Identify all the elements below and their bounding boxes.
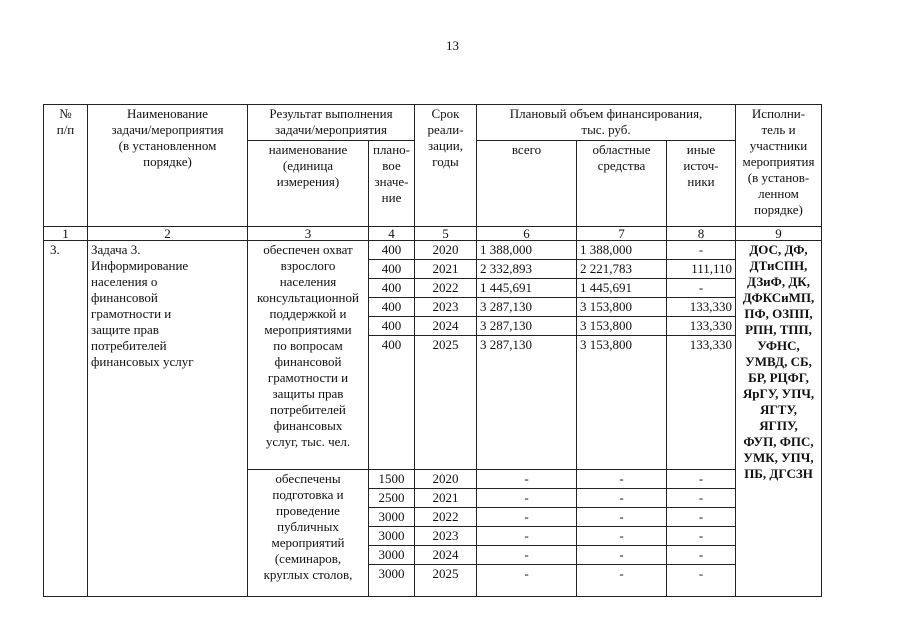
header-finance-group: Плановый объем финансирования, тыс. руб. (477, 105, 736, 141)
term-year: 2022 (415, 508, 477, 527)
header-fin-total: всего (477, 141, 577, 227)
fin-other: - (667, 527, 736, 546)
header-task-name: Наименование задачи/мероприятия (в установленном порядке) (88, 105, 248, 227)
fin-regional: - (577, 508, 667, 527)
result-value: 400 (369, 279, 415, 298)
header-fin-other: иные источ- ники (667, 141, 736, 227)
term-year: 2022 (415, 279, 477, 298)
term-year: 2021 (415, 489, 477, 508)
term-year: 2024 (415, 546, 477, 565)
task-number: 3. (44, 241, 88, 597)
column-number-row (44, 227, 822, 241)
fin-other: - (667, 508, 736, 527)
header-result-name: наименование (единица измерения) (248, 141, 369, 227)
fin-regional: 1 388,000 (577, 241, 667, 260)
fin-other: 133,330 (667, 298, 736, 317)
header-executors: Исполни- тель и участники мероприятия (в установ- ленном порядке) (736, 105, 822, 227)
col-number: 2 (88, 227, 248, 241)
fin-total: 3 287,130 (477, 298, 577, 317)
fin-regional: - (577, 489, 667, 508)
fin-total: - (477, 489, 577, 508)
header-term: Срок реали- зации, годы (415, 105, 477, 227)
fin-total: - (477, 470, 577, 489)
fin-other: 133,330 (667, 317, 736, 336)
result-value: 400 (369, 317, 415, 336)
term-year: 2024 (415, 317, 477, 336)
header-result-value: плано- вое значе- ние (369, 141, 415, 227)
financing-table (43, 104, 822, 597)
col-number: 8 (667, 227, 736, 241)
term-year: 2025 (415, 565, 477, 597)
fin-other: - (667, 241, 736, 260)
fin-regional: - (577, 527, 667, 546)
fin-other: 133,330 (667, 336, 736, 470)
fin-total: 2 332,893 (477, 260, 577, 279)
col-number: 1 (44, 227, 88, 241)
term-year: 2025 (415, 336, 477, 470)
result-value: 3000 (369, 565, 415, 597)
term-year: 2020 (415, 241, 477, 260)
fin-regional: 3 153,800 (577, 336, 667, 470)
term-year: 2020 (415, 470, 477, 489)
result-value: 3000 (369, 508, 415, 527)
result-value: 400 (369, 241, 415, 260)
fin-total: - (477, 546, 577, 565)
col-number: 9 (736, 227, 822, 241)
result-value: 1500 (369, 470, 415, 489)
col-number: 6 (477, 227, 577, 241)
page-number: 13 (446, 38, 459, 53)
fin-total: 1 445,691 (477, 279, 577, 298)
fin-total: - (477, 508, 577, 527)
result-value: 400 (369, 260, 415, 279)
col-number: 7 (577, 227, 667, 241)
result-value: 400 (369, 336, 415, 470)
term-year: 2023 (415, 527, 477, 546)
fin-regional: 3 153,800 (577, 298, 667, 317)
fin-other: 111,110 (667, 260, 736, 279)
fin-other: - (667, 546, 736, 565)
header-result-group: Результат выполнения задачи/мероприятия (248, 105, 415, 141)
result-value: 2500 (369, 489, 415, 508)
fin-regional: - (577, 470, 667, 489)
fin-other: - (667, 470, 736, 489)
fin-regional: - (577, 565, 667, 597)
col-number: 3 (248, 227, 369, 241)
result-name: обеспечены подготовка и проведение публичных мероприятий (семинаров, круглых столов, (248, 470, 369, 597)
fin-regional: 1 445,691 (577, 279, 667, 298)
task-name: Задача 3. Информирование населения о финансовой грамотности и защите прав потребителей финансовых услуг (88, 241, 248, 597)
fin-other: - (667, 565, 736, 597)
col-number: 5 (415, 227, 477, 241)
fin-other: - (667, 279, 736, 298)
fin-total: 1 388,000 (477, 241, 577, 260)
result-value: 400 (369, 298, 415, 317)
fin-regional: - (577, 546, 667, 565)
result-value: 3000 (369, 546, 415, 565)
result-value: 3000 (369, 527, 415, 546)
term-year: 2023 (415, 298, 477, 317)
fin-regional: 3 153,800 (577, 317, 667, 336)
fin-total: - (477, 527, 577, 546)
term-year: 2021 (415, 260, 477, 279)
executors: ДОС, ДФ, ДТиСПН, ДЗиФ, ДК, ДФКСиМП, ПФ, ОЗПП, РПН, ТПП, УФНС, УМВД, СБ, БР, РЦФГ, ЯрГУ, УПЧ, ЯГТУ, ЯГПУ, ФУП, ФПС, УМК, УПЧ, ПБ, ДГСЗН (736, 241, 822, 597)
result-name: обеспечен охват взрослого населения консультационной поддержкой и мероприятиями по вопросам финансовой грамотности и защиты прав потребителей финансовых услуг, тыс. чел. (248, 241, 369, 470)
fin-total: 3 287,130 (477, 336, 577, 470)
table-row (44, 241, 822, 260)
col-number: 4 (369, 227, 415, 241)
fin-other: - (667, 489, 736, 508)
fin-total: 3 287,130 (477, 317, 577, 336)
fin-total: - (477, 565, 577, 597)
fin-regional: 2 221,783 (577, 260, 667, 279)
header-fin-regional: областные средства (577, 141, 667, 227)
header-row-1 (44, 105, 822, 141)
header-number: № п/п (44, 105, 88, 227)
